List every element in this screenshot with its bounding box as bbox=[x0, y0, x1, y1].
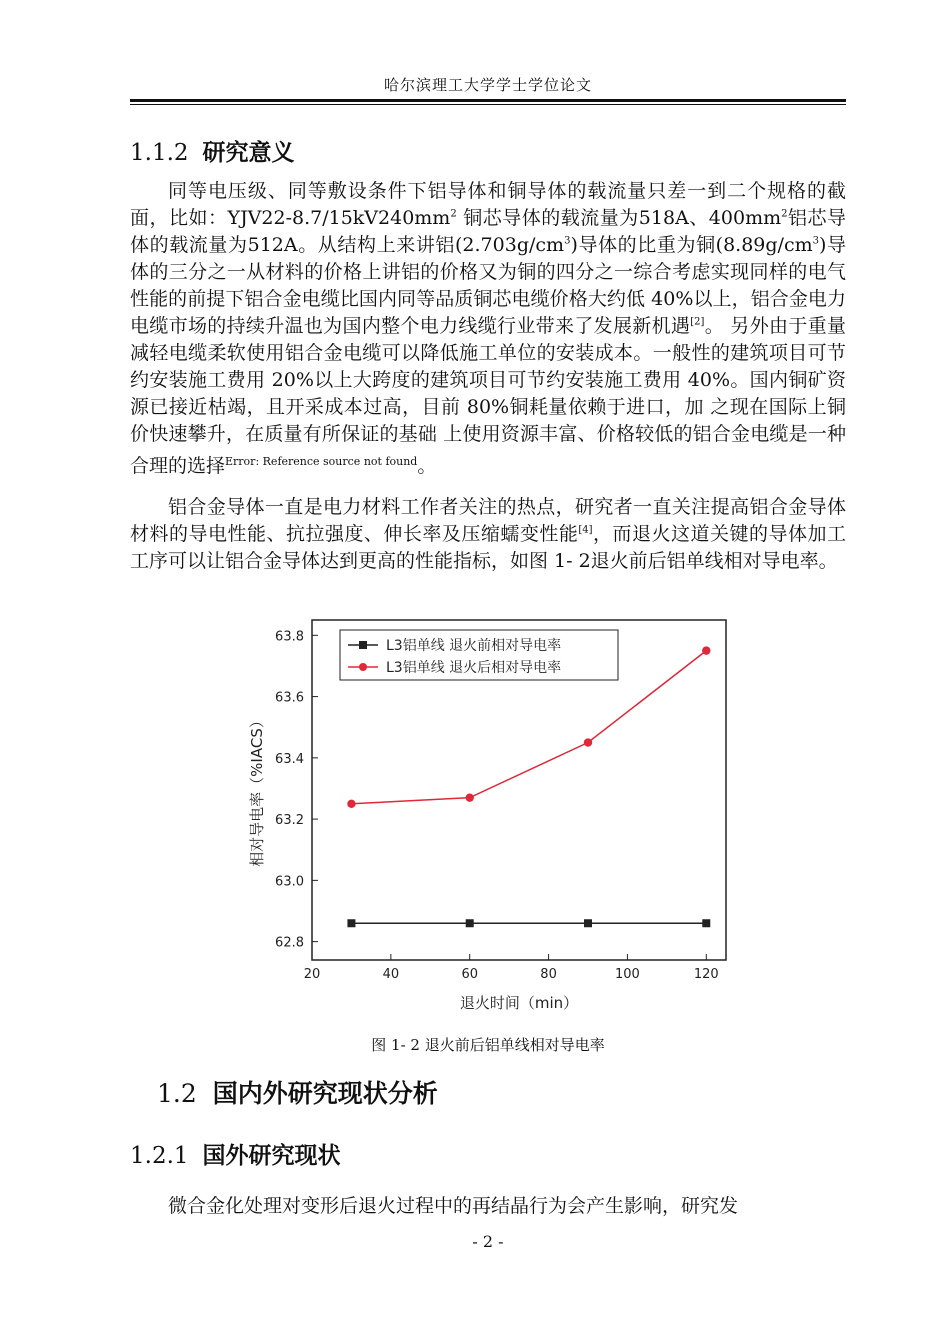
legend bbox=[340, 630, 618, 680]
paragraph-text: 铝芯导体的载流量为512A。从结构上来讲铝(2.703g/cm bbox=[130, 207, 846, 256]
legend-marker-before bbox=[359, 641, 367, 649]
section-heading-1-2 bbox=[157, 1074, 438, 1110]
paragraph-significance bbox=[130, 178, 846, 480]
legend-label-after: L3铝单线 退火后相对导电率 bbox=[386, 660, 562, 676]
x-tick-label: 20 bbox=[303, 967, 321, 982]
data-point-after bbox=[702, 646, 710, 654]
section-number: 1.2.1 bbox=[130, 1143, 189, 1169]
y-tick-label: 62.8 bbox=[275, 935, 304, 951]
paragraph-text: 同等电压级、同等敷设条件下铝导体和铜导体的载流量只差一到二个规格的截面，比如：YJV22-8.7/15kV240mm bbox=[130, 180, 846, 229]
x-axis-label: 退火时间（min） bbox=[459, 994, 579, 1012]
y-tick-label: 63.8 bbox=[275, 629, 304, 645]
section-heading-1-2-1 bbox=[130, 1137, 341, 1170]
y-tick-label: 63.4 bbox=[275, 751, 304, 767]
page-header: 哈尔滨理工大学学士学位论文 bbox=[383, 76, 592, 94]
superscript: 2 bbox=[781, 208, 788, 220]
y-tick-label: 63.6 bbox=[275, 690, 304, 706]
paragraph-text: 。 bbox=[417, 455, 437, 477]
data-point-before bbox=[347, 919, 355, 927]
data-point-after bbox=[584, 738, 592, 746]
series-group bbox=[347, 646, 710, 927]
data-point-before bbox=[702, 919, 710, 927]
paragraph-foreign-research: 微合金化处理对变形后退火过程中的再结晶行为会产生影响，研究发 bbox=[168, 1195, 739, 1217]
citation-ref[interactable]: [2] bbox=[690, 316, 705, 328]
data-point-before bbox=[584, 919, 592, 927]
superscript: 2 bbox=[450, 208, 457, 220]
x-tick-label: 60 bbox=[461, 967, 478, 982]
section-number: 1.2 bbox=[157, 1079, 197, 1108]
x-tick-label: 80 bbox=[540, 967, 557, 982]
x-tick-label: 120 bbox=[693, 967, 719, 982]
citation-ref[interactable]: [4] bbox=[578, 524, 593, 536]
data-point-after bbox=[466, 793, 474, 801]
data-point-after bbox=[347, 800, 355, 808]
section-number: 1.1.2 bbox=[130, 140, 189, 166]
section-title: 国外研究现状 bbox=[202, 1142, 341, 1169]
superscript: 3 bbox=[564, 235, 571, 247]
header-rule-thick bbox=[130, 99, 846, 102]
paragraph-text: ，而退火这道关键的导体加工工序可以让铝合金导体达到更高的性能指标，如图 1- 2退火前后铝单线相对导电率。 bbox=[130, 523, 846, 572]
x-tick-label: 40 bbox=[382, 967, 400, 982]
conductivity-chart bbox=[236, 612, 746, 1022]
paragraph-text: )导体的比重为铜(8.89g/cm bbox=[570, 234, 813, 256]
error-reference: Error: Reference source not found bbox=[225, 455, 418, 468]
paragraph-text: )导体的三分之一从材料的价格上讲铝的价格又为铜的四分之一综合考虑实现同样的电气性能的前提下铝合金电缆比国内同等品质铜芯电缆价格大约低 40%以上，铝合金电力电缆市场的持续升温也为国内整个电力线缆行业带来了发展新机遇 bbox=[130, 234, 846, 337]
data-point-before bbox=[466, 919, 474, 927]
y-tick-label: 63.2 bbox=[275, 813, 304, 829]
paragraph-text: 。 另外由于重量减轻电缆柔软使用铝合金电缆可以降低施工单位的安装成本。一般性的建筑项目可节约安装施工费用 20%以上大跨度的建筑项目可节约安装施工费用 40%。国内铜矿资源已接近枯竭，且开采成本过高，目前 80%铜耗量依赖于进口，加 之现在国际上铜价快速攀升，在质量有所保证的基础 上使用资源丰富、价格较低的铝合金电缆是一种合理的选择 bbox=[130, 315, 846, 477]
x-tick-label: 100 bbox=[615, 967, 640, 982]
figure-caption: 图 1- 2 退火前后铝单线相对导电率 bbox=[371, 1036, 605, 1054]
section-heading-1-1-2 bbox=[130, 134, 295, 167]
y-axis-label: 相对导电率（%IACS） bbox=[248, 713, 266, 867]
section-title: 研究意义 bbox=[202, 139, 295, 166]
paragraph-text: 铝合金导体一直是电力材料工作者关注的热点，研究者一直关注提高铝合金导体材料的导电性能、抗拉强度、伸长率及压缩蠕变性能 bbox=[130, 496, 846, 545]
section-title: 国内外研究现状分析 bbox=[212, 1079, 438, 1108]
paragraph-text: 铜芯导体的载流量为518A、400mm bbox=[456, 207, 782, 229]
superscript: 3 bbox=[812, 235, 819, 247]
legend-label-before: L3铝单线 退火前相对导电率 bbox=[386, 638, 562, 654]
y-tick-label: 63.0 bbox=[275, 874, 304, 890]
legend-marker-after bbox=[359, 663, 367, 671]
header-rule-thin bbox=[130, 104, 846, 105]
page-number: - 2 - bbox=[472, 1232, 504, 1251]
paragraph-annealing bbox=[130, 494, 846, 575]
x-axis bbox=[304, 954, 719, 982]
